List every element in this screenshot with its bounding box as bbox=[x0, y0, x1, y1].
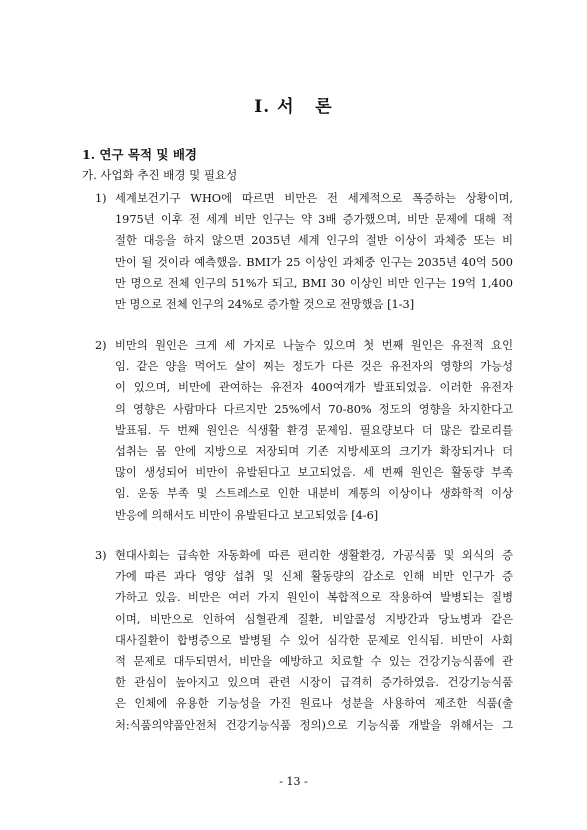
subsection-title: 가. 사업화 추진 배경 및 필요성 bbox=[82, 168, 238, 182]
paragraph-line: 1) 세계보건기구 WHO에 따르면 비만은 전 세계적으로 폭증하는 상황이며, bbox=[95, 188, 513, 209]
paragraph-line: 2) 비만의 원인은 크게 세 가지로 나눌수 있으며 첫 번째 원인은 유전적 요인 bbox=[95, 335, 513, 356]
paragraph-line: 대사질환이 합병증으로 발병될 수 있어 심각한 문제로 인식됨. 비만이 사회 bbox=[115, 633, 513, 647]
paragraph-2 bbox=[95, 335, 513, 526]
paragraph-line: 의 영향은 사람마다 다르지만 25%에서 70-80% 정도의 영향을 차지한다고 bbox=[115, 402, 513, 416]
paragraph-line: 은 인체에 유용한 기능성을 가진 원료나 성분을 사용하여 제조한 식품(출 bbox=[115, 697, 513, 711]
paragraph-line: 임. 같은 양을 먹어도 살이 찌는 정도가 다른 것은 유전자의 영향의 가능성 bbox=[115, 360, 513, 374]
paragraph-line: 가하고 있음. 비만은 여러 가지 원인이 복합적으로 작용하여 발병되는 질병 bbox=[115, 591, 513, 605]
paragraph-number: 2) bbox=[95, 339, 107, 352]
paragraph-1 bbox=[95, 188, 513, 315]
paragraph-line: 가에 따른 과다 영양 섭취 및 신체 활동량의 감소로 인해 비만 인구가 증 bbox=[115, 570, 513, 584]
section-title: 1. 연구 목적 및 배경 bbox=[82, 147, 197, 162]
paragraph-line: 이 있으며, 비만에 관여하는 유전자 400여개가 발표되었음. 이러한 유전자 bbox=[115, 381, 513, 395]
paragraph-number: 3) bbox=[95, 549, 107, 562]
paragraph-line: 한 관심이 높아지고 있으며 관련 시장이 급격히 증가하였음. 건강기능식품 bbox=[115, 676, 513, 690]
page-number: - 13 - bbox=[279, 775, 308, 788]
paragraph-line: 발표됨. 두 번째 원인은 식생활 환경 문제임. 필요량보다 더 많은 칼로리를 bbox=[115, 423, 513, 437]
paragraph-line: 반응에 의해서도 비만이 유발된다고 보고되었음 [4-6] bbox=[115, 508, 379, 522]
paragraph-line: 임. 운동 부족 및 스트레스로 인한 내분비 계통의 이상이나 생화학적 이상 bbox=[115, 487, 513, 501]
paragraph-line: 절한 대응을 하지 않으면 2035년 세계 인구의 절반 이상이 과체중 또는 비 bbox=[115, 234, 513, 248]
paragraph-line: 섭취는 몸 안에 지방으로 저장되며 기존 지방세포의 크기가 확장되거나 더 bbox=[115, 444, 513, 458]
paragraph-line: 만 명으로 전체 인구의 24%로 증가할 것으로 전망했음 [1-3] bbox=[115, 297, 415, 311]
paragraph-line: 적 문제로 대두되면서, 비만을 예방하고 치료할 수 있는 건강기능식품에 관 bbox=[115, 654, 513, 668]
paragraph-line: 많이 생성되어 비만이 유발된다고 보고되었음. 세 번째 원인은 활동량 부족 bbox=[115, 466, 513, 480]
paragraph-line: 3) 현대사회는 급속한 자동화에 따른 편리한 생활환경, 가공식품 및 외식의 증 bbox=[95, 545, 513, 566]
paragraph-line: 만 명으로 전체 인구의 51%가 되고, BMI 30 이상인 비만 인구는 19억 1,400 bbox=[115, 276, 513, 290]
chapter-title: I. 서 론 bbox=[254, 97, 333, 117]
paragraph-line: 1975년 이후 전 세계 비만 인구는 약 3배 증가했으며, 비만 문제에 대해 적 bbox=[115, 213, 513, 227]
paragraph-3 bbox=[95, 545, 513, 736]
paragraph-line: 만이 될 것이라 예측했음. BMI가 25 이상인 과체중 인구는 2035년 40억 500 bbox=[115, 255, 513, 269]
paragraph-number: 1) bbox=[95, 192, 107, 205]
paragraph-line: 이며, 비만으로 인하여 심혈관계 질환, 비알콜성 지방간과 당뇨병과 같은 bbox=[115, 612, 513, 626]
paragraph-line: 처:식품의약품안전처 건강기능식품 정의)으로 기능식품 개발을 위해서는 그 bbox=[115, 718, 513, 732]
